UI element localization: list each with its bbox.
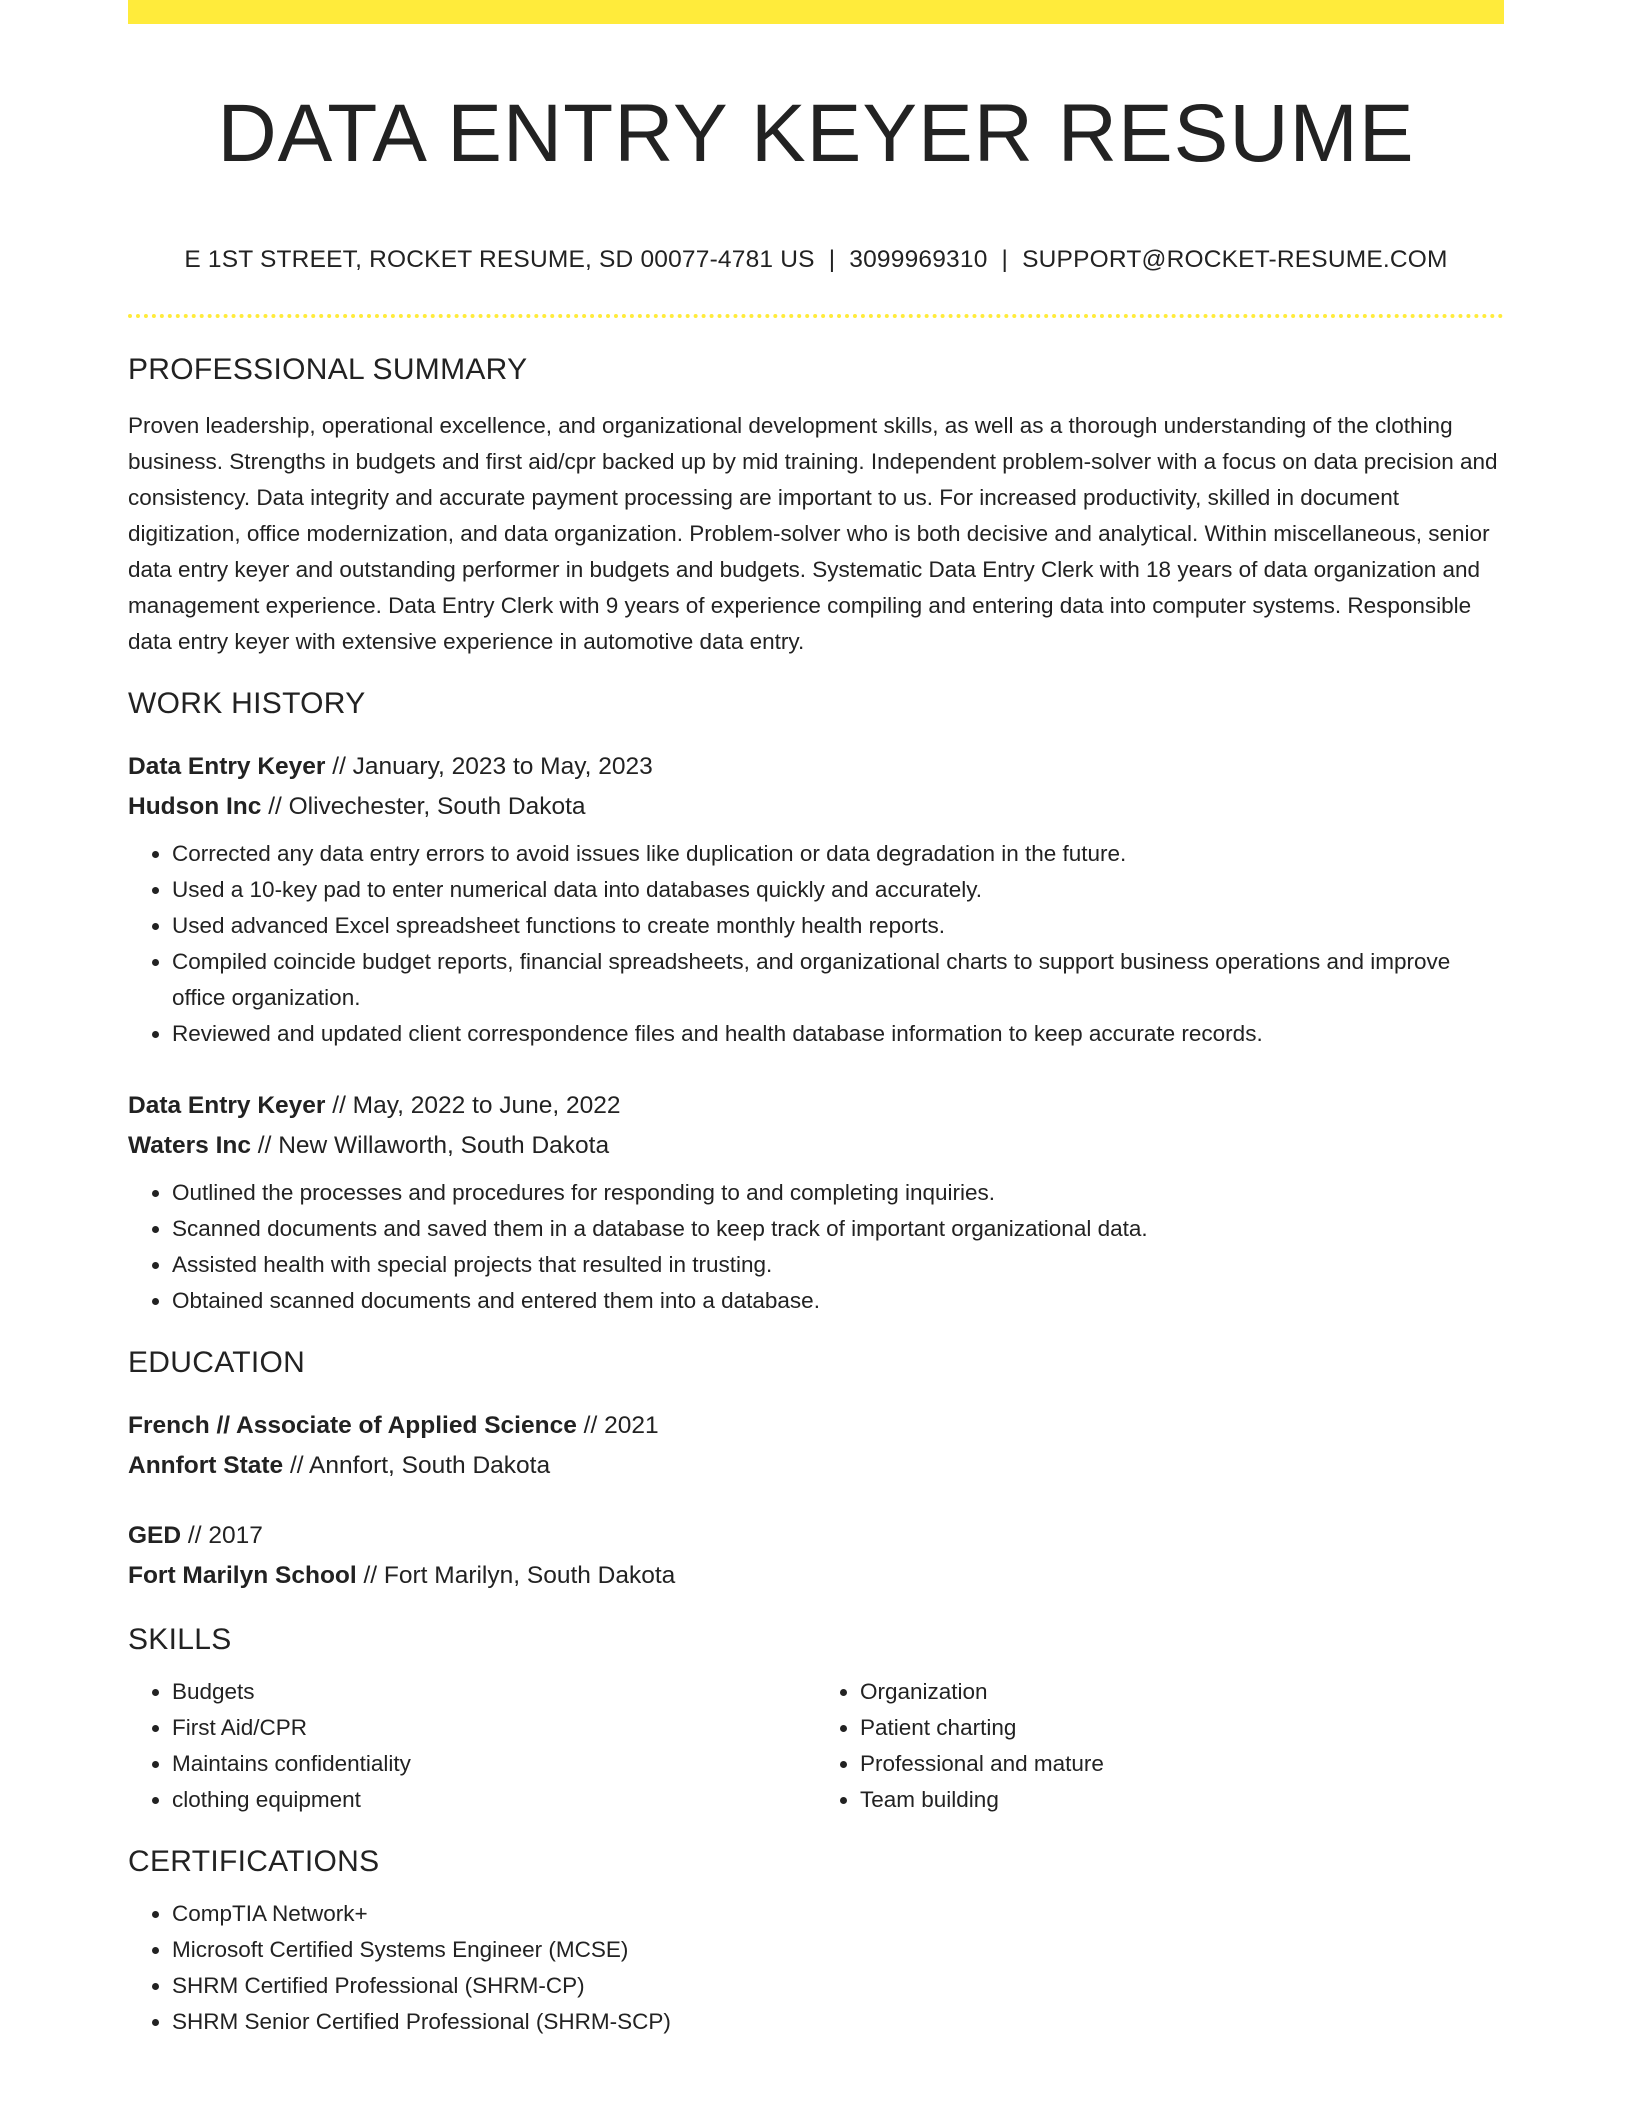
contact-separator: | bbox=[828, 246, 836, 273]
education-entry bbox=[128, 1516, 1504, 1596]
job-bullet: • Corrected any data entry errors to avoid issues like duplication or data degradation in the future. bbox=[172, 836, 1504, 872]
education-year: // 2017 bbox=[181, 1522, 263, 1549]
skill-item: • clothing equipment bbox=[172, 1782, 816, 1818]
skills-list-right bbox=[816, 1674, 1504, 1818]
education-school-line bbox=[128, 1446, 1504, 1486]
job-company-line bbox=[128, 1126, 1504, 1166]
skill-item: • Budgets bbox=[172, 1674, 816, 1710]
job-bullet: • Reviewed and updated client correspondence files and health database information to keep accurate records. bbox=[172, 1016, 1504, 1052]
contact-address: E 1ST STREET, ROCKET RESUME, SD 00077-4781 US bbox=[184, 246, 815, 273]
job-bullet: • Used a 10-key pad to enter numerical data into databases quickly and accurately. bbox=[172, 872, 1504, 908]
dotted-divider bbox=[128, 314, 1504, 318]
resume-page bbox=[128, 0, 1504, 2040]
education-location: // Fort Marilyn, South Dakota bbox=[356, 1562, 676, 1589]
certification-item: • CompTIA Network+ bbox=[172, 1896, 1504, 1932]
contact-phone: 3099969310 bbox=[849, 246, 988, 273]
education-school-line bbox=[128, 1556, 1504, 1596]
job-location: // New Willaworth, South Dakota bbox=[251, 1132, 610, 1159]
education-location: // Annfort, South Dakota bbox=[283, 1452, 551, 1479]
job-bullet: • Used advanced Excel spreadsheet functions to create monthly health reports. bbox=[172, 908, 1504, 944]
skill-item: • Maintains confidentiality bbox=[172, 1746, 816, 1782]
job-title: Data Entry Keyer bbox=[128, 753, 326, 780]
skill-item: • Patient charting bbox=[860, 1710, 1504, 1746]
skill-item: • Organization bbox=[860, 1674, 1504, 1710]
education-degree: GED bbox=[128, 1522, 182, 1549]
education-degree-line bbox=[128, 1406, 1504, 1446]
education-entry bbox=[128, 1406, 1504, 1486]
job-bullet: • Obtained scanned documents and entered them into a database. bbox=[172, 1283, 1504, 1319]
job-title-line bbox=[128, 1086, 1504, 1126]
job-dates: // January, 2023 to May, 2023 bbox=[325, 753, 653, 780]
skills-columns bbox=[128, 1674, 1504, 1818]
education-school: Fort Marilyn School bbox=[128, 1562, 357, 1589]
job-company: Hudson Inc bbox=[128, 793, 262, 820]
certifications-heading: CERTIFICATIONS bbox=[128, 1845, 380, 1878]
contact-line bbox=[128, 244, 1504, 276]
job-title: Data Entry Keyer bbox=[128, 1092, 326, 1119]
certifications-list bbox=[128, 1896, 1504, 2040]
skill-item: • Professional and mature bbox=[860, 1746, 1504, 1782]
education-year: // 2021 bbox=[576, 1412, 659, 1439]
job-bullets bbox=[128, 1175, 1504, 1319]
job-company: Waters Inc bbox=[128, 1132, 251, 1159]
summary-heading: PROFESSIONAL SUMMARY bbox=[128, 353, 528, 386]
skill-item: • First Aid/CPR bbox=[172, 1710, 816, 1746]
job-dates: // May, 2022 to June, 2022 bbox=[325, 1092, 621, 1119]
skill-item: • Team building bbox=[860, 1782, 1504, 1818]
certification-item: • SHRM Certified Professional (SHRM-CP) bbox=[172, 1968, 1504, 2004]
job-location: // Olivechester, South Dakota bbox=[261, 793, 586, 820]
summary-text: Proven leadership, operational excellence, and organizational development skills, as well as a thorough understanding of the clothing business. Strengths in budgets and first aid/cpr backed up by mid training. Independent problem-solver with a focus on data precision and consistency. Data integrity and accurate payment processing are important to us. For increased productivity, skilled in document digitization, office modernization, and data organization. Problem-solver who is both decisive and analytical. Within miscellaneous, senior data entry keyer and outstanding performer in budgets and budgets. Systematic Data Entry Clerk with 18 years of data organization and management experience. Data Entry Clerk with 9 years of experience compiling and entering data into computer systems. Responsible data entry keyer with extensive experience in automotive data entry. bbox=[128, 413, 1498, 654]
certification-item: • SHRM Senior Certified Professional (SHRM-SCP) bbox=[172, 2004, 1504, 2040]
job-bullet: • Outlined the processes and procedures for responding to and completing inquiries. bbox=[172, 1175, 1504, 1211]
education-degree: French // Associate of Applied Science bbox=[128, 1412, 577, 1439]
job-bullets bbox=[128, 836, 1504, 1052]
job-bullet: • Scanned documents and saved them in a database to keep track of important organizational data. bbox=[172, 1211, 1504, 1247]
skills-list-left bbox=[128, 1674, 816, 1818]
job-bullet: • Assisted health with special projects that resulted in trusting. bbox=[172, 1247, 1504, 1283]
job-entry bbox=[128, 1086, 1504, 1319]
contact-separator: | bbox=[1001, 246, 1009, 273]
education-school: Annfort State bbox=[128, 1452, 284, 1479]
job-company-line bbox=[128, 787, 1504, 827]
job-entry bbox=[128, 747, 1504, 1052]
job-bullet: • Compiled coincide budget reports, financial spreadsheets, and organizational charts to support business operations and improve office organization. bbox=[172, 944, 1504, 1016]
work-history-heading: WORK HISTORY bbox=[128, 687, 366, 720]
resume-title: DATA ENTRY KEYER RESUME bbox=[217, 88, 1415, 179]
education-degree-line bbox=[128, 1516, 1504, 1556]
top-accent-bar bbox=[128, 0, 1504, 24]
skills-heading: SKILLS bbox=[128, 1623, 232, 1656]
contact-email: SUPPORT@ROCKET-RESUME.COM bbox=[1022, 246, 1448, 273]
job-title-line bbox=[128, 747, 1504, 787]
education-heading: EDUCATION bbox=[128, 1346, 306, 1379]
certification-item: • Microsoft Certified Systems Engineer (MCSE) bbox=[172, 1932, 1504, 1968]
